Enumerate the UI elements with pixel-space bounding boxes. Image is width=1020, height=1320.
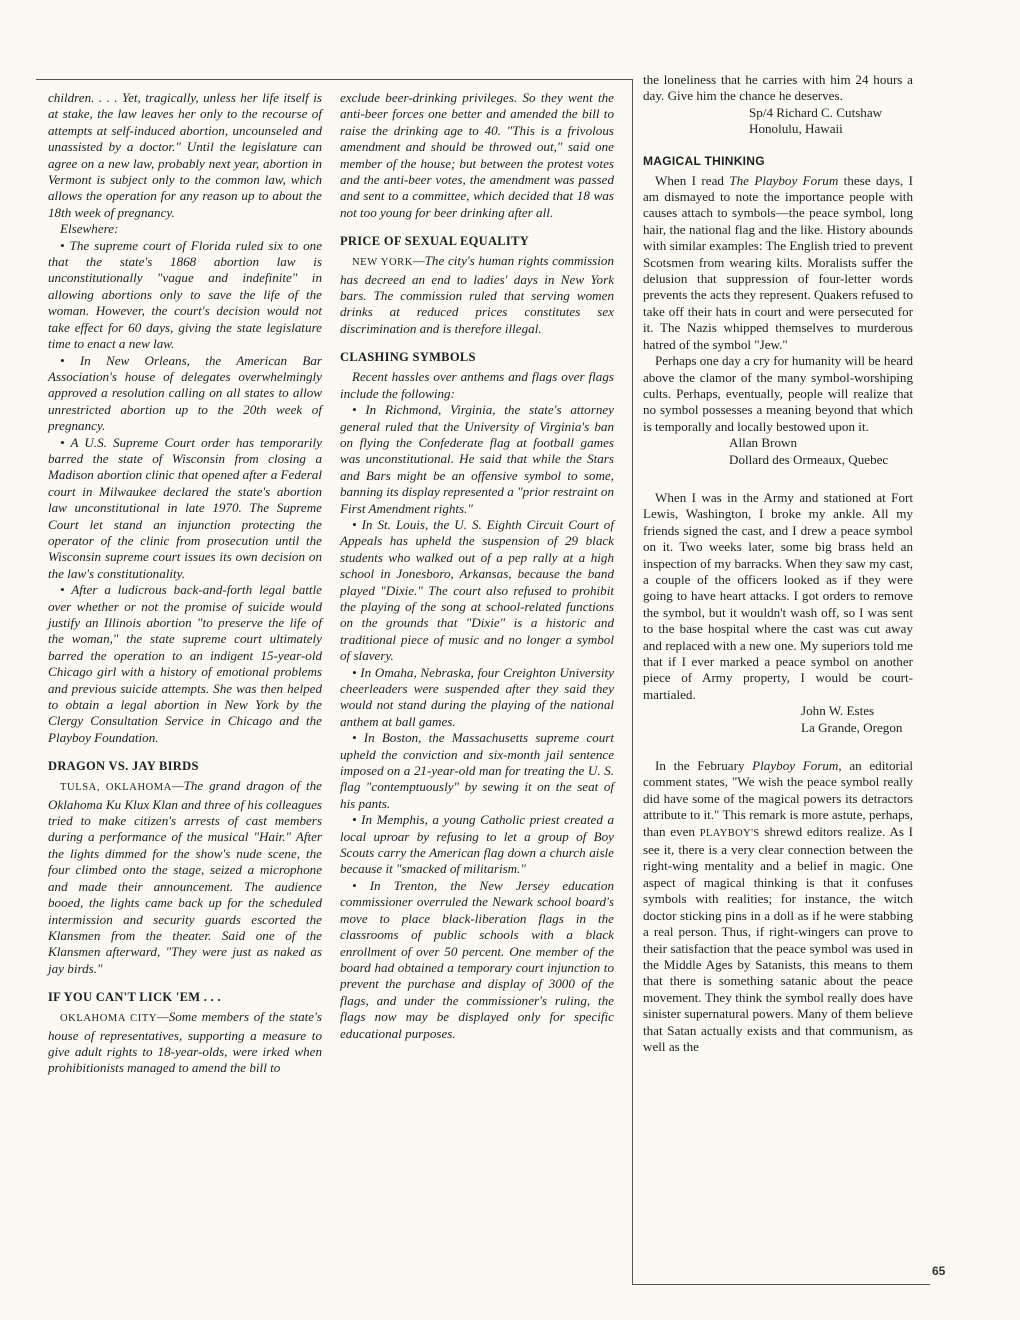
paragraph	[643, 173, 913, 353]
dateline: TULSA, OKLAHOMA	[60, 782, 172, 794]
magazine-name: PLAYBOY'S	[699, 827, 760, 839]
paragraph	[48, 778, 322, 977]
paragraph: • In Memphis, a young Catholic priest created a local uproar by refusing to let a group of Boy Scouts carry the American flag down a church aisle because it "smacked of militarism."	[340, 812, 614, 877]
paragraph: • In Omaha, Nebraska, four Creighton University cheerleaders were suspended after they said they would not stand during the playing of the national anthem at ball games.	[340, 664, 614, 729]
paragraph	[643, 758, 913, 1055]
paragraph-text: , an editorial comment states, "We wish the peace symbol really did have some of the magical powers its detractors attribute to it." This remark is more astute, perhaps, than even	[643, 758, 913, 839]
page-number: 65	[932, 1264, 946, 1278]
paragraph: • After a ludicrous back-and-forth legal battle over whether or not the promise of suicide would justify an Illinois abortion "to preserve the life of the woman," the state supreme court ultimately barred the operation to an indigent 15-year-old Chicago girl with a history of emotional problems and previous suicide attempts. She was then helped to obtain a legal abortion in New York by the Clergy Consultation Service in Chicago and the Playboy Foundation.	[48, 582, 322, 745]
dateline: NEW YORK	[352, 257, 413, 269]
section-heading: CLASHING SYMBOLS	[340, 350, 476, 365]
column-divider	[632, 79, 633, 1284]
paragraph: the loneliness that he carries with him 24 hours a day. Give him the chance he deserves.	[643, 72, 913, 104]
paragraph: children. . . . Yet, tragically, unless her life itself is at stake, the law leaves her only to the recourse of attempts at self-induced abortion, uncounseled and unassisted by a doctor." Until the legislature can agree on a new law, probably next year, abortion in Vermont is subject only to the common law, which allows the operation for any reason up to about the 18th week of pregnancy.	[48, 90, 322, 220]
paragraph: Elsewhere:	[60, 221, 119, 237]
paragraph	[340, 253, 614, 337]
bottom-rule	[632, 1284, 930, 1285]
paragraph-text: In the February	[655, 758, 753, 774]
paragraph-text: —The city's human rights commission has decreed an end to ladies' days in New York bars. The commission ruled that serving women drinks at reduced prices constitutes sex discrimination and is therefore illegal.	[340, 253, 614, 336]
section-heading: PRICE OF SEXUAL EQUALITY	[340, 234, 530, 249]
signature-place: Honolulu, Hawaii	[749, 121, 843, 137]
forum-title: The Playboy Forum	[729, 172, 839, 188]
paragraph: • In Trenton, the New Jersey education commissioner overruled the Newark school board's move to place black-liberation flags in the classrooms of public schools with a black enrollment of over 50 percent. One member of the board had obtained a temporary court injunction to prevent the purchase and display of 3000 of the flags, and under the commissioner's ruling, the flags now may be displayed only for specific educational purposes.	[340, 877, 614, 1041]
paragraph-text: When I read	[655, 172, 730, 188]
signature-name: Allan Brown	[729, 435, 798, 451]
dateline: OKLAHOMA CITY	[60, 1013, 158, 1025]
paragraph	[48, 1009, 322, 1077]
paragraph-text: —The grand dragon of the Oklahoma Ku Klux Klan and three of his colleagues tried to make citizen's arrests of cast members during a performance of the musical "Hair." After the lights dimmed for the show's nude scene, the four climbed onto the stage, seized a microphone and made their announcement. The audience booed, the lights came back up for the scheduled intermission and security guards escorted the Klansmen from the theater. Said one of the Klansmen afterward, "They were just as naked as jay birds."	[48, 778, 322, 976]
paragraph: When I was in the Army and stationed at Fort Lewis, Washington, I broke my ankle. All my friends signed the cast, and I drew a peace symbol on it. Two weeks later, some big brass held an inspection of my barracks. When they saw my cast, a couple of the officers looked as if they were going to have heart attacks. I got orders to remove the symbol, but it wouldn't wash off, so I was sent to the base hospital where the cast was cut away and replaced with a new one. My superiors told me that if I ever marked a peace symbol on another piece of Army property, I would be court-martialed.	[643, 489, 913, 702]
paragraph: • A U.S. Supreme Court order has temporarily barred the state of Wisconsin from closing a Madison abortion clinic that opened after a Federal court in Milwaukee declared the state's abortion law unconstitutional in late 1970. The Supreme Court let stand an injunction protecting the operator of the clinic from prosecution until the Wisconsin supreme court issues its own decision on the law's constitutionality.	[48, 434, 322, 581]
paragraph: Perhaps one day a cry for humanity will be heard above the clamor of the many symbol-worshiping cults. Perhaps, eventually, people will realize that no symbol possesses a meaning beyond that which is temporally and locally bestowed upon it.	[643, 353, 913, 434]
spacer	[643, 736, 913, 758]
paragraph: • The supreme court of Florida ruled six to one that the state's 1868 abortion law is unconstitutionally "vague and indefinite" in allowing abortions only to save the life of the woman. However, the court's decision would not take effect for 60 days, giving the state legislature time to enact a new law.	[48, 237, 322, 352]
paragraph: • In Richmond, Virginia, the state's attorney general ruled that the University of Virginia's ban on flying the Confederate flag at football games was unconstitutional. He said that while the Stars and Bars might be an offensive symbol to some, banning its display represented a "prior restraint on First Amendment rights."	[340, 402, 614, 516]
paragraph: • In Boston, the Massachusetts supreme court upheld the conviction and six-month jail sentence imposed on a 21-year-old man for treating the U. S. flag "contemptuously" by sewing it on the seat of his pants.	[340, 730, 614, 811]
forum-title: Playboy Forum	[752, 758, 839, 774]
signature-place: La Grande, Oregon	[801, 719, 903, 735]
signature-name: John W. Estes	[801, 703, 875, 719]
top-rule	[36, 79, 632, 80]
spacer	[643, 468, 913, 490]
paragraph-text: these days, I am dismayed to note the importance people with causes attach to symbols—the peace symbol, long hair, the national flag and the like. History abounds with similar examples: The English tried to prevent Scotsmen from wearing kilts. Moralists suffer the delusion that suppression of four-letter words prevents the acts they represent. Quakers refused to take off their hats in court and were persecuted for it. The Nazis whipped themselves to murderous hatred of the symbol "Jew."	[643, 172, 914, 352]
paragraph-text: —Some members of the state's house of representatives, supporting a measure to give adult rights to 18-year-olds, were irked when prohibitionists managed to amend the bill to	[48, 1009, 322, 1076]
column-2	[340, 90, 614, 1042]
signature-name: Sp/4 Richard C. Cutshaw	[749, 104, 883, 120]
section-heading: DRAGON VS. JAY BIRDS	[48, 759, 199, 774]
signature-place: Dollard des Ormeaux, Quebec	[729, 451, 889, 467]
paragraph: exclude beer-drinking privileges. So they went the anti-beer forces one better and amended the bill to raise the drinking age to 40. "This is a frivolous amendment and should be throwed out," said one member of the house; but between the protest votes and the anti-beer votes, the amendment was passed and sent to a committee, which decided that 18 was not too young for beer drinking after all.	[340, 90, 614, 220]
column-3	[643, 72, 913, 1055]
section-heading: IF YOU CAN'T LICK 'EM . . .	[48, 990, 221, 1005]
paragraph-text: shrewd editors realize. As I see it, there is a very clear connection between the right-wing mentality and a belief in magic. One aspect of magical thinking is that it confuses symbols with realities; for instance, the witch doctor sticking pins in a doll as if he were stabbing a real person. Thus, if right-wingers can prove to their satisfaction that the peace symbol was used in the Middle Ages by Satanists, this means to them that there is something satanic about the peace movement. They think the symbol really does have sinister supernatural powers. Many of them believe that Satan actually exists and that communism, as well as the	[643, 823, 913, 1054]
paragraph: Recent hassles over anthems and flags over flags include the following:	[340, 369, 614, 401]
column-1	[48, 90, 322, 1077]
paragraph: • In St. Louis, the U. S. Eighth Circuit Court of Appeals has upheld the suspension of 29 black students who walked out of a pep rally at a high school in Jonesboro, Arkansas, because the band played "Dixie." The court also refused to prohibit the playing of the song at school-related functions on the grounds that "Dixie" is a historic and traditional piece of music and no longer a symbol of slavery.	[340, 516, 614, 664]
section-heading: MAGICAL THINKING	[643, 153, 765, 168]
paragraph: • In New Orleans, the American Bar Association's house of delegates overwhelmingly approved a resolution calling on all states to allow unrestricted abortion up to the 20th week of pregnancy.	[48, 352, 322, 434]
